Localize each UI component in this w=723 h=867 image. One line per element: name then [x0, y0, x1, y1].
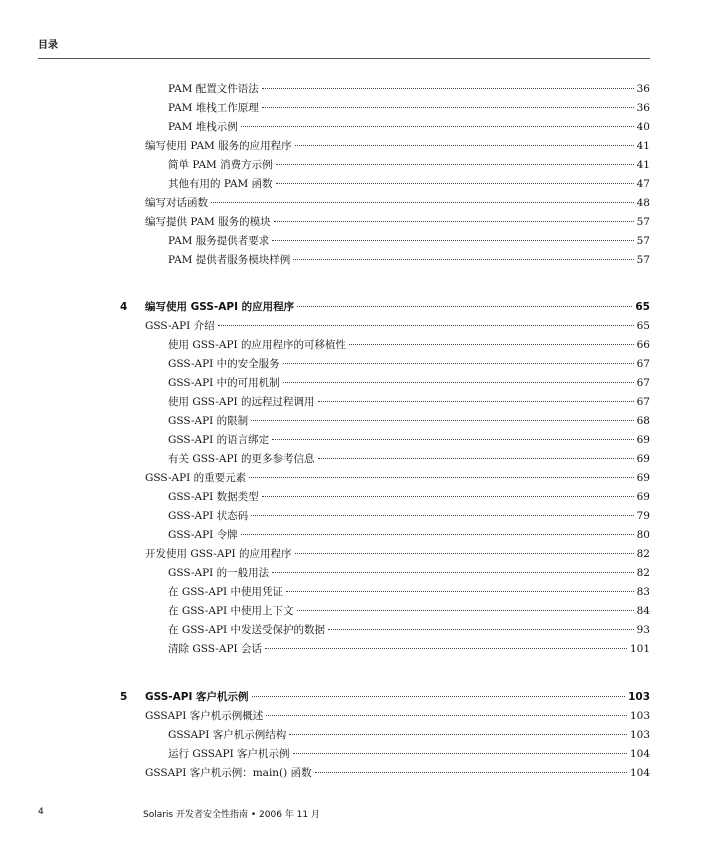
toc-entry-title: 有关 GSS-API 的更多参考信息	[168, 453, 315, 465]
toc-entry-page: 104	[629, 767, 650, 779]
toc-entry-title: 编写对话函数	[145, 197, 208, 209]
toc-entry-page: 67	[636, 358, 650, 370]
toc-entry-page: 36	[636, 83, 650, 95]
toc-entry[interactable]	[168, 395, 650, 409]
toc-leader-dots	[297, 306, 632, 307]
toc-entry[interactable]	[168, 642, 650, 656]
toc-entry[interactable]	[168, 747, 650, 761]
toc-leader-dots	[262, 88, 634, 89]
toc-leader-dots	[297, 610, 634, 611]
toc-leader-dots	[249, 477, 633, 478]
toc-entry-page: 47	[636, 178, 650, 190]
toc-entry-title: GSS-API 的限制	[168, 415, 249, 427]
toc-entry-title: PAM 堆栈工作原理	[168, 102, 259, 114]
toc-entry-page: 67	[636, 396, 650, 408]
toc-entry[interactable]	[168, 490, 650, 504]
toc-entry-title: GSSAPI 客户机示例：main() 函数	[145, 767, 312, 779]
toc-leader-dots	[283, 382, 634, 383]
toc-entry-title: 简单 PAM 消费方示例	[168, 159, 273, 171]
toc-entry-page: 57	[636, 254, 650, 266]
toc-entry-title: PAM 配置文件语法	[168, 83, 259, 95]
toc-entry-title: 在 GSS-API 中发送受保护的数据	[168, 624, 325, 636]
toc-entry[interactable]	[145, 196, 650, 210]
toc-leader-dots	[295, 553, 634, 554]
toc-entry-page: 40	[636, 121, 650, 133]
toc-leader-dots	[295, 145, 634, 146]
toc-entry-title: 编写提供 PAM 服务的模块	[145, 216, 271, 228]
toc-entry-title: 编写使用 GSS-API 的应用程序	[145, 301, 295, 313]
toc-entry[interactable]	[168, 414, 650, 428]
toc-entry[interactable]	[168, 234, 650, 248]
toc-entry-page: 69	[636, 472, 650, 484]
toc-entry-title: GSS-API 中的安全服务	[168, 358, 280, 370]
footer-text: Solaris 开发者安全性指南 • 2006 年 11 月	[143, 810, 320, 820]
toc-leader-dots	[315, 772, 627, 773]
toc-leader-dots	[293, 259, 633, 260]
toc-entry[interactable]	[168, 509, 650, 523]
toc-entry[interactable]	[168, 604, 650, 618]
toc-entry-title: GSS-API 客户机示例	[145, 691, 249, 703]
toc-leader-dots	[328, 629, 634, 630]
toc-entry-title: GSSAPI 客户机示例概述	[145, 710, 264, 722]
toc-entry-page: 84	[636, 605, 650, 617]
toc-leader-dots	[274, 221, 634, 222]
toc-entry-title: GSS-API 令牌	[168, 529, 238, 541]
footer-page-number: 4	[38, 807, 44, 817]
toc-entry[interactable]	[168, 82, 650, 96]
toc-entry-page: 41	[636, 159, 650, 171]
toc-leader-dots	[218, 325, 634, 326]
toc-leader-dots	[272, 572, 633, 573]
toc-entry[interactable]	[145, 547, 650, 561]
toc-entry-page: 69	[636, 491, 650, 503]
toc-entry-title: 在 GSS-API 中使用上下文	[168, 605, 294, 617]
toc-leader-dots	[318, 458, 634, 459]
toc-leader-dots	[266, 715, 627, 716]
toc-entry-title: GSS-API 中的可用机制	[168, 377, 280, 389]
toc-entry-page: 57	[636, 235, 650, 247]
toc-entry-title: GSS-API 介绍	[145, 320, 215, 332]
toc-leader-dots	[276, 183, 634, 184]
toc-entry-title: PAM 服务提供者要求	[168, 235, 270, 247]
toc-entry-title: 运行 GSSAPI 客户机示例	[168, 748, 290, 760]
toc-leader-dots	[241, 126, 634, 127]
toc-leader-dots	[276, 164, 634, 165]
toc-entry-title: GSS-API 状态码	[168, 510, 249, 522]
toc-entry[interactable]	[168, 452, 650, 466]
toc-entry-title: 编写使用 PAM 服务的应用程序	[145, 140, 292, 152]
toc-entry-page: 48	[636, 197, 650, 209]
toc-entry-page: 69	[636, 453, 650, 465]
toc-entry-title: 清除 GSS-API 会话	[168, 643, 262, 655]
toc-entry-page: 68	[636, 415, 650, 427]
toc-entry-page: 103	[628, 691, 650, 703]
toc-entry[interactable]	[168, 253, 650, 267]
toc-entry[interactable]	[168, 376, 650, 390]
toc-leader-dots	[286, 591, 634, 592]
toc-entry-page: 83	[636, 586, 650, 598]
toc-entry-page: 41	[636, 140, 650, 152]
toc-entry-page: 82	[636, 548, 650, 560]
toc-entry-title: 在 GSS-API 中使用凭证	[168, 586, 283, 598]
toc-entry-title: 开发使用 GSS-API 的应用程序	[145, 548, 292, 560]
toc-entry[interactable]	[168, 177, 650, 191]
toc-entry-page: 93	[636, 624, 650, 636]
toc-leader-dots	[318, 401, 634, 402]
toc-leader-dots	[293, 753, 627, 754]
toc-entry[interactable]	[145, 766, 650, 780]
toc-entry-page: 36	[636, 102, 650, 114]
toc-chapter-number: 4	[120, 301, 128, 313]
toc-entry-page: 67	[636, 377, 650, 389]
toc-chapter-number: 5	[120, 691, 128, 703]
toc-entry-page: 104	[629, 748, 650, 760]
toc-leader-dots	[211, 202, 634, 203]
toc-entry-page: 69	[636, 434, 650, 446]
toc-entry-page: 79	[636, 510, 650, 522]
toc-entry-title: 其他有用的 PAM 函数	[168, 178, 273, 190]
toc-leader-dots	[283, 363, 634, 364]
toc-entry[interactable]	[168, 338, 650, 352]
toc-leader-dots	[272, 439, 633, 440]
toc-entry-page: 80	[636, 529, 650, 541]
toc-entry[interactable]	[168, 433, 650, 447]
toc-entry[interactable]	[145, 215, 650, 229]
toc-entry-page: 103	[629, 729, 650, 741]
toc-entry-title: GSSAPI 客户机示例结构	[168, 729, 287, 741]
toc-entry[interactable]	[168, 357, 650, 371]
toc-leader-dots	[251, 515, 633, 516]
toc-entry[interactable]	[145, 471, 650, 485]
toc-leader-dots	[265, 648, 627, 649]
toc-entry-title: GSS-API 的重要元素	[145, 472, 247, 484]
toc-entry-title: 使用 GSS-API 的远程过程调用	[168, 396, 315, 408]
toc-leader-dots	[262, 107, 634, 108]
toc-entry[interactable]	[168, 585, 650, 599]
toc-entry[interactable]	[168, 728, 650, 742]
toc-chapter-entry[interactable]	[145, 690, 650, 704]
toc-chapter-entry[interactable]	[145, 300, 650, 314]
toc-entry-title: GSS-API 数据类型	[168, 491, 259, 503]
toc-leader-dots	[262, 496, 634, 497]
toc-entry[interactable]	[168, 623, 650, 637]
toc-entry-title: PAM 提供者服务模块样例	[168, 254, 291, 266]
toc-leader-dots	[289, 734, 627, 735]
toc-entry-page: 57	[636, 216, 650, 228]
toc-entry[interactable]	[168, 528, 650, 542]
toc-leader-dots	[252, 696, 626, 697]
toc-entry-page: 65	[635, 301, 650, 313]
toc-entry-page: 66	[636, 339, 650, 351]
toc-leader-dots	[251, 420, 633, 421]
toc-entry-page: 103	[629, 710, 650, 722]
toc-entry[interactable]	[168, 101, 650, 115]
toc-entry[interactable]	[168, 566, 650, 580]
toc-leader-dots	[272, 240, 633, 241]
toc-entry-page: 82	[636, 567, 650, 579]
toc-entry[interactable]	[168, 120, 650, 134]
toc-leader-dots	[349, 344, 634, 345]
toc-entry-title: GSS-API 的一般用法	[168, 567, 270, 579]
toc-entry-title: GSS-API 的语言绑定	[168, 434, 270, 446]
toc-entry[interactable]	[145, 139, 650, 153]
toc-entry-page: 65	[636, 320, 650, 332]
toc-entry[interactable]	[145, 319, 650, 333]
toc-entry[interactable]	[145, 709, 650, 723]
running-header: 目录	[38, 40, 58, 51]
toc-entry-title: PAM 堆栈示例	[168, 121, 238, 133]
toc-entry-page: 101	[629, 643, 650, 655]
toc-entry-title: 使用 GSS-API 的应用程序的可移植性	[168, 339, 346, 351]
toc-leader-dots	[241, 534, 634, 535]
toc-entry[interactable]	[168, 158, 650, 172]
